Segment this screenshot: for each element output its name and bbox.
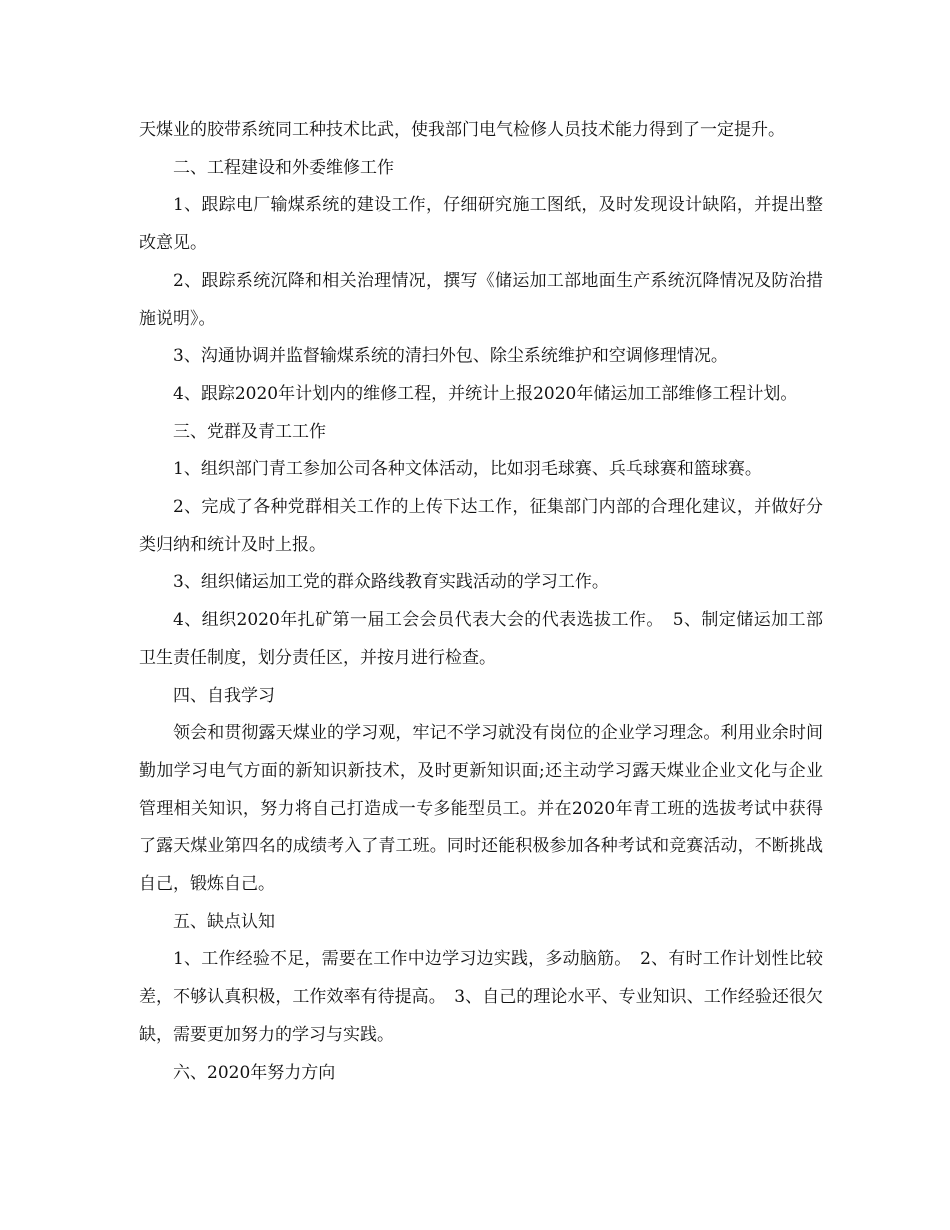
- paragraph-item: 2、跟踪系统沉降和相关治理情况，撰写《储运加工部地面生产系统沉降情况及防治措施说明》。: [139, 270, 823, 329]
- section-heading-direction: 六、2020年努力方向: [173, 1062, 336, 1083]
- paragraph-item: 3、沟通协调并监督输煤系统的清扫外包、除尘系统维护和空调修理情况。: [173, 346, 728, 367]
- section-heading-party: 三、党群及青工工作: [173, 421, 326, 442]
- paragraph-item: 2、完成了各种党群相关工作的上传下达工作，征集部门内部的合理化建议，并做好分类归纳和统计及时上报。: [139, 497, 823, 555]
- document-body: [139, 112, 823, 1092]
- paragraph-item: 3、组织储运加工党的群众路线教育实践活动的学习工作。: [173, 572, 609, 593]
- paragraph-item: 1、组织部门青工参加公司各种文体活动，比如羽毛球赛、兵乓球赛和篮球赛。: [173, 459, 762, 480]
- paragraph-item: 4、组织2020年扎矿第一届工会会员代表大会的代表选拔工作。 5、制定储运加工部卫生责任制度，划分责任区，并按月进行检查。: [139, 610, 823, 668]
- section-heading-self-study: 四、自我学习: [173, 685, 275, 706]
- paragraph-item: 1、工作经验不足，需要在工作中边学习边实践，多动脑筋。 2、有时工作计划性比较差，不够认真积极，工作效率有待提高。 3、自己的理论水平、专业知识、工作经验还很欠缺，需要更加努力的学习与实践。: [139, 949, 823, 1045]
- paragraph-item: 领会和贯彻露天煤业的学习观，牢记不学习就没有岗位的企业学习理念。利用业余时间勤加学习电气方面的新知识新技术，及时更新知识面;还主动学习露天煤业企业文化与企业管理相关知识，努力将自己打造成一专多能型员工。并在2020年青工班的选拔考试中获得了露天煤业第四名的成绩考入了青工班。同时还能积极参加各种考试和竞赛活动，不断挑战自己，锻炼自己。: [139, 723, 823, 895]
- section-heading-engineering: 二、工程建设和外委维修工作: [173, 157, 394, 178]
- paragraph-item: 1、跟踪电厂输煤系统的建设工作，仔细研究施工图纸，及时发现设计缺陷，并提出整改意见。: [139, 195, 823, 254]
- paragraph-item: 4、跟踪2020年计划内的维修工程，并统计上报2020年储运加工部维修工程计划。: [173, 383, 798, 404]
- section-heading-shortcomings: 五、缺点认知: [173, 911, 275, 932]
- paragraph-continuation: 天煤业的胶带系统同工种技术比武，使我部门电气检修人员技术能力得到了一定提升。: [139, 120, 785, 140]
